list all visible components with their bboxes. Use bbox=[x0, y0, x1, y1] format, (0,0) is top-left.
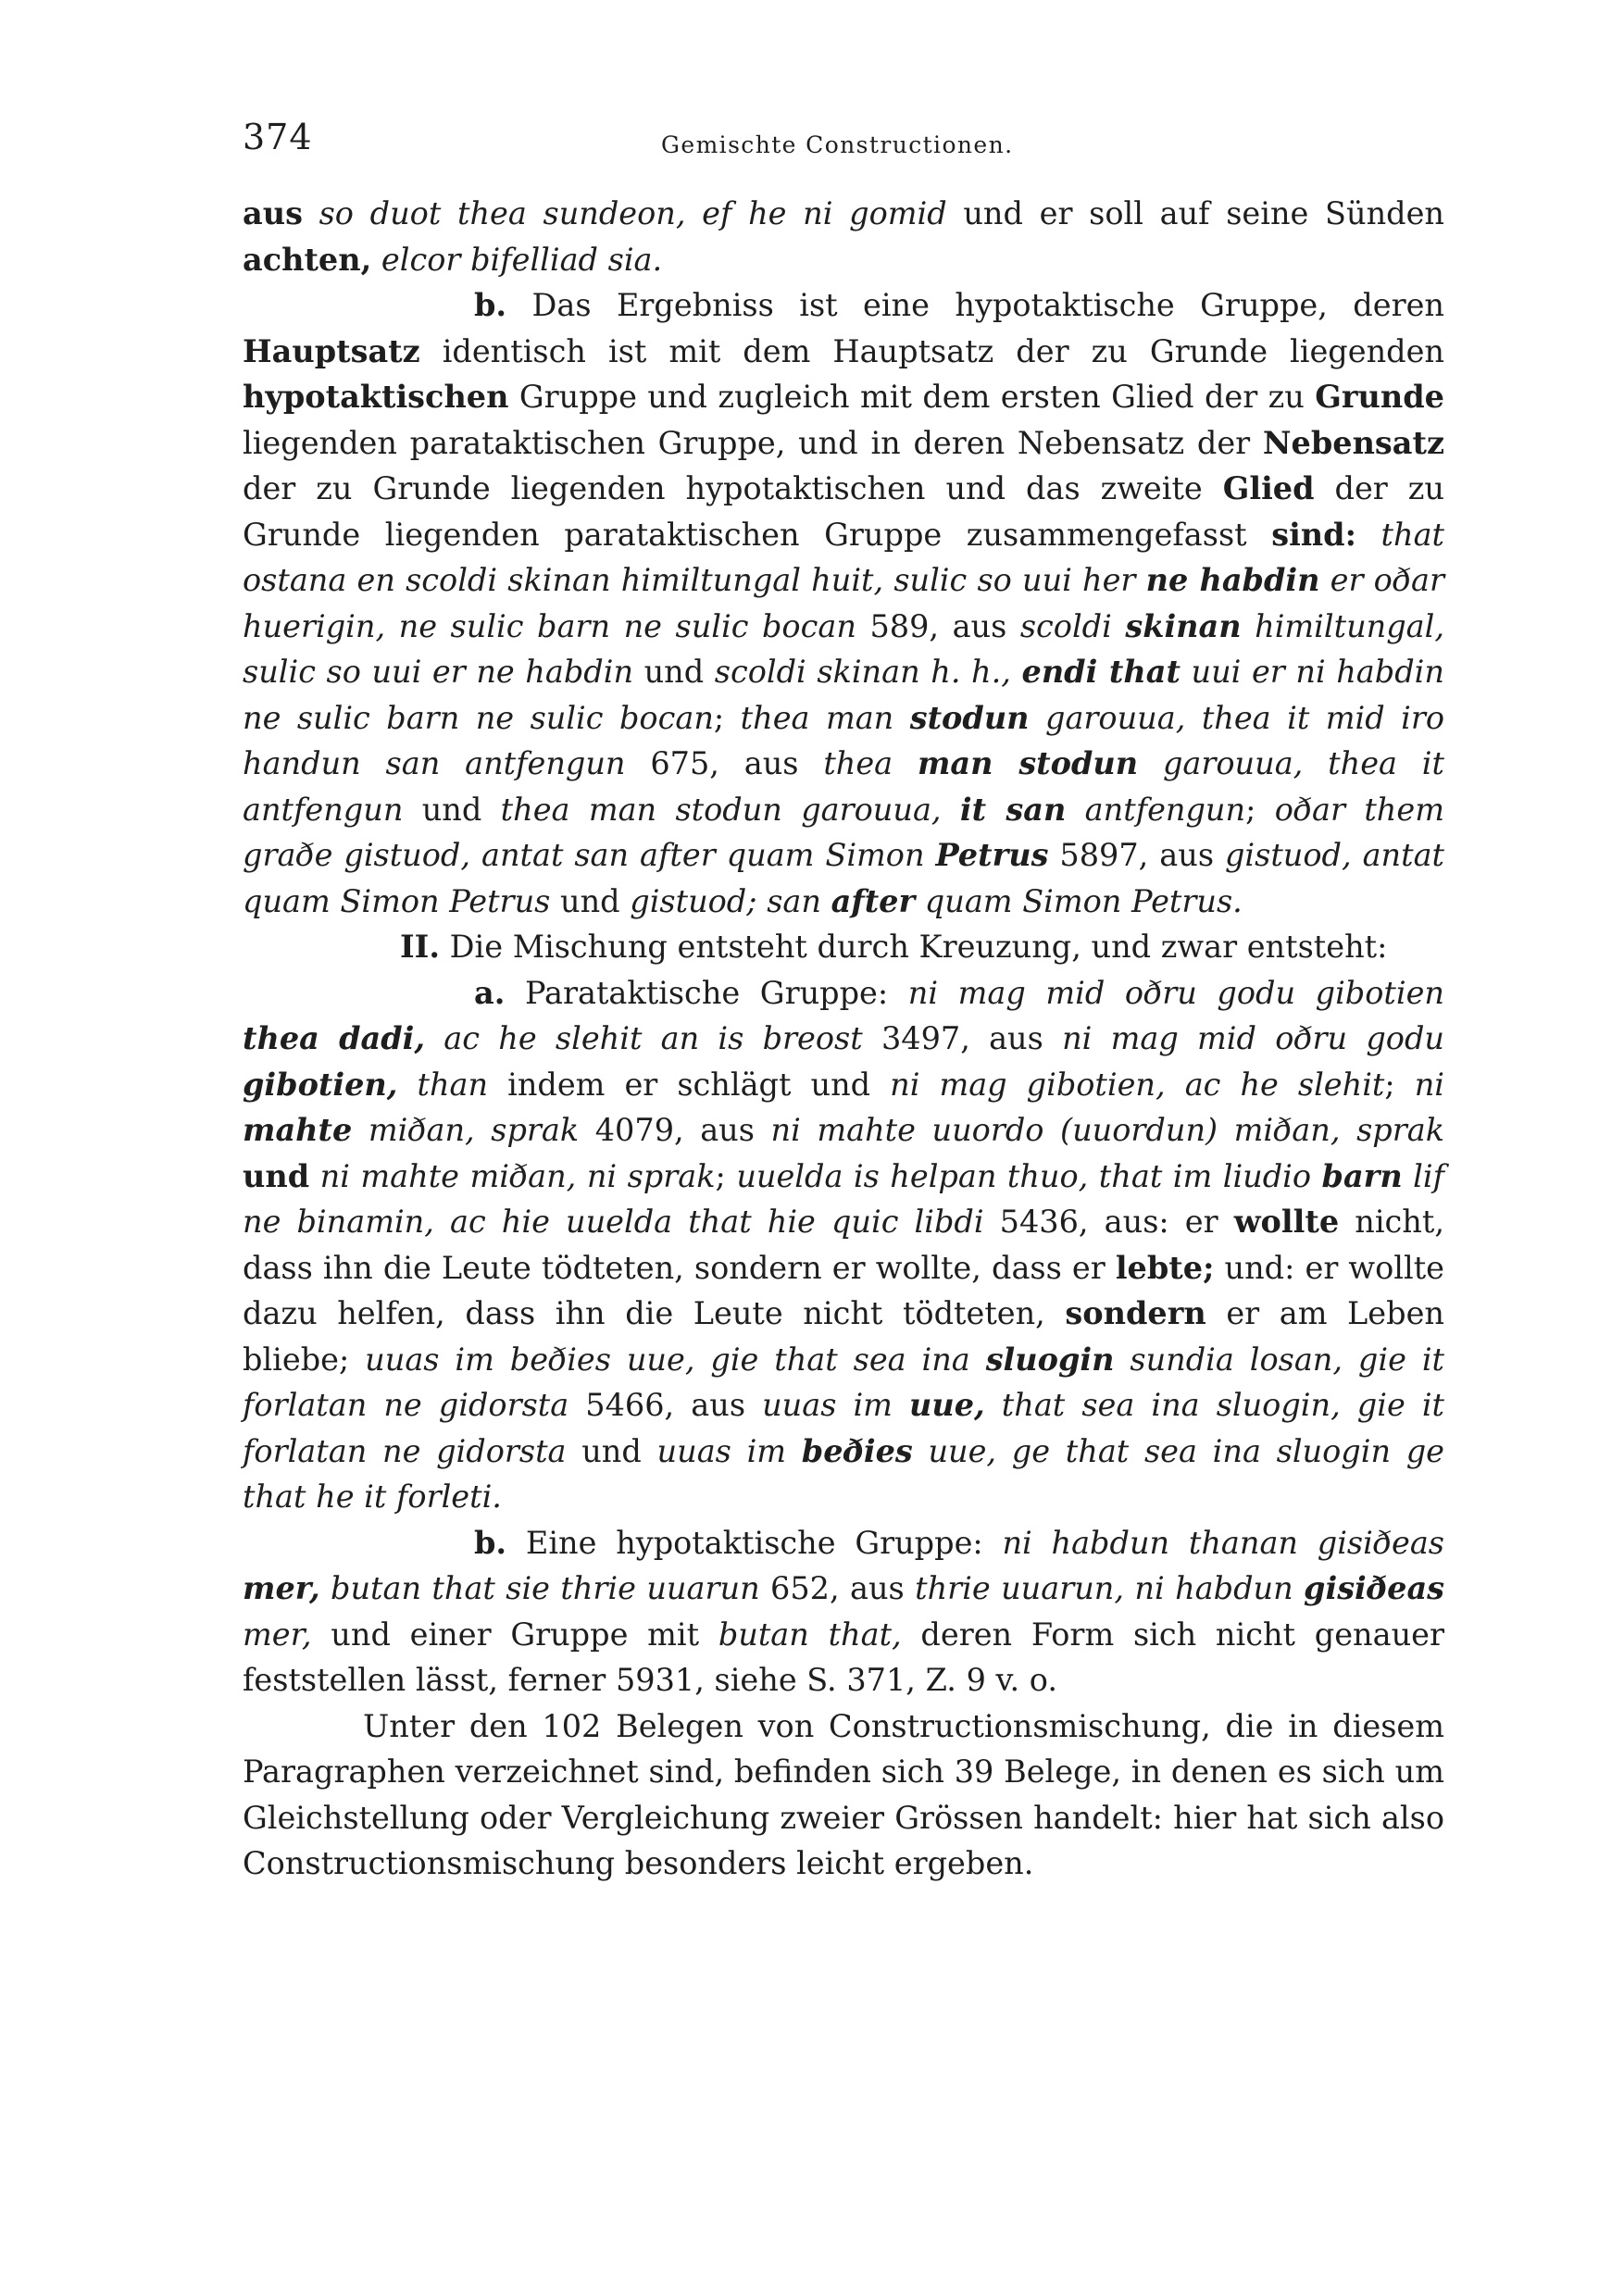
text-span: ac he slehit an is breost bbox=[425, 1020, 863, 1056]
paragraph-1 bbox=[243, 191, 1444, 282]
text-span: miðan, sprak bbox=[352, 1112, 580, 1148]
text-span: achten, bbox=[243, 241, 372, 278]
text-span: thea bbox=[823, 745, 918, 781]
text-span: 3497, aus bbox=[862, 1020, 1063, 1056]
book-page bbox=[243, 111, 1444, 1887]
text-span: ni mag mid oðru godu bbox=[1062, 1020, 1445, 1056]
paragraph-5 bbox=[243, 1520, 1444, 1703]
text-span: man stodun bbox=[917, 745, 1139, 781]
text-span: hypotaktischen bbox=[243, 379, 509, 415]
text-span: 589, aus bbox=[856, 607, 1020, 644]
text-span: butan that sie thrie uuarun bbox=[319, 1570, 760, 1606]
text-span: gistuod; bbox=[630, 882, 757, 919]
text-span: elcor bifelliad sia. bbox=[371, 241, 663, 278]
text-span: und bbox=[550, 882, 631, 919]
text-span: uuas im bbox=[762, 1387, 910, 1423]
text-span: ni mahte miðan, ni sprak bbox=[309, 1157, 716, 1194]
text-span: uui er ni habdin ne sulic barn ne sulic bocan bbox=[243, 654, 1444, 736]
text-span: so duot thea sundeon, ef he ni gomid bbox=[302, 195, 947, 231]
text-span: identisch ist mit dem Hauptsatz der zu Grunde liegenden bbox=[419, 332, 1444, 369]
text-span: ni habdun thanan gisiðeas bbox=[1002, 1524, 1444, 1561]
text-span: aus bbox=[243, 195, 303, 231]
text-span: nicht, dass ihn die Leute tödteten, sondern er wollte, dass er bbox=[243, 1204, 1444, 1286]
text-span: 4079, aus bbox=[579, 1112, 771, 1148]
text-span: gisiðeas bbox=[1304, 1570, 1445, 1606]
text-span: mahte bbox=[243, 1112, 353, 1148]
text-span: uuas im bbox=[656, 1432, 802, 1469]
text-span: uuas im beðies uue, gie that sea ina bbox=[365, 1341, 986, 1378]
text-span: thea dadi, bbox=[243, 1020, 426, 1056]
text-span: er oðar huerigin, ne sulic barn ne sulic bocan bbox=[243, 562, 1444, 644]
text-span: garouua, thea it antfengun bbox=[243, 745, 1444, 828]
text-span: deren Form sich nicht genauer feststellen lässt, ferner 5931, siehe S. 371, Z. 9 v. o. bbox=[243, 1616, 1444, 1698]
section-marker: II. bbox=[400, 929, 441, 965]
running-title: Gemischte Constructionen. bbox=[661, 131, 1014, 158]
text-span: ; bbox=[713, 699, 741, 736]
text-span: it san bbox=[959, 791, 1067, 828]
text-span: san bbox=[767, 882, 831, 919]
text-span: ; bbox=[715, 1157, 737, 1194]
text-span: der zu Grunde liegenden parataktischen Gruppe zusammengefasst bbox=[243, 470, 1444, 553]
text-span: und bbox=[566, 1432, 657, 1469]
paragraph-2 bbox=[243, 282, 1444, 924]
section-marker: b. bbox=[474, 287, 507, 323]
text-span: Petrus bbox=[935, 837, 1049, 873]
text-span: ni mag gibotien, ac he slehit bbox=[890, 1066, 1385, 1103]
text-span: liegenden parataktischen Gruppe, und in deren Nebensatz der bbox=[243, 424, 1263, 461]
text-span: sondern bbox=[1065, 1295, 1206, 1331]
text-span: indem er schlägt und bbox=[488, 1066, 891, 1103]
text-span: thea man bbox=[740, 699, 910, 736]
text-span: Nebensatz bbox=[1262, 424, 1444, 461]
text-span: und bbox=[633, 654, 715, 690]
text-span: und er soll auf seine Sünden bbox=[946, 195, 1444, 231]
text-span: 5897, aus bbox=[1048, 837, 1225, 873]
section-marker: b. bbox=[474, 1524, 507, 1561]
section-marker: a. bbox=[474, 974, 506, 1011]
text-span: ni bbox=[1414, 1066, 1444, 1103]
text-span: ; bbox=[1245, 791, 1275, 828]
text-span: und bbox=[403, 791, 501, 828]
text-span: sluogin bbox=[985, 1341, 1115, 1378]
text-span: antfengun bbox=[1066, 791, 1246, 828]
text-span: und bbox=[243, 1157, 310, 1194]
text-span: endi that bbox=[1021, 654, 1181, 690]
text-span: garouua, thea it mid iro handun san antfengun bbox=[243, 699, 1445, 781]
text-span: 5466, aus bbox=[568, 1387, 763, 1423]
text-span: quam Simon Petrus. bbox=[915, 882, 1243, 919]
text-span: Grunde bbox=[1315, 379, 1444, 415]
text-span: er am Leben bliebe; bbox=[243, 1295, 1444, 1378]
text-span: that ostana en scoldi skinan himiltungal huit, sulic so uui her bbox=[243, 516, 1444, 598]
text-span: barn bbox=[1321, 1157, 1403, 1194]
text-span: Die Mischung entsteht durch Kreuzung, und zwar entsteht: bbox=[440, 929, 1388, 965]
text-span: beðies bbox=[801, 1432, 913, 1469]
text-span: ne habdin bbox=[1145, 562, 1320, 598]
text-span: sind: bbox=[1271, 516, 1356, 553]
text-span: stodun bbox=[909, 699, 1030, 736]
text-span: that sea ina sluogin, gie it forlatan ne gidorsta bbox=[243, 1387, 1445, 1469]
paragraph-6: Unter den 102 Belegen von Constructionsmischung, die in diesem Paragraphen verzeichnet sind, befinden sich 39 Belege, in denen es sich um Gleichstellung oder Vergleichung zweier Grössen handelt: hier hat sich also Constructionsmischung besonders leicht ergeben. bbox=[243, 1707, 1444, 1881]
text-span: mer, bbox=[243, 1616, 312, 1653]
text-span: himiltungal, sulic so uui er ne habdin bbox=[243, 607, 1444, 690]
text-span: 652, aus bbox=[759, 1570, 916, 1606]
page-number: 374 bbox=[243, 117, 313, 157]
running-head bbox=[243, 111, 1444, 167]
text-span: sundia losan, gie it forlatan ne gidorsta bbox=[243, 1341, 1444, 1423]
text-span: scoldi skinan h. h., bbox=[714, 654, 1022, 690]
text-span: und: er wollte dazu helfen, dass ihn die Leute nicht tödteten, bbox=[243, 1249, 1444, 1331]
text-span: und einer Gruppe mit bbox=[311, 1616, 718, 1653]
text-span: skinan bbox=[1125, 607, 1242, 644]
paragraph-4 bbox=[243, 970, 1444, 1520]
text-span: oðar them graðe gistuod, antat san after quam Simon bbox=[243, 791, 1444, 873]
text-span: lif ne binamin, ac hie uuelda that hie quic libdi bbox=[243, 1157, 1445, 1240]
text-span: mer, bbox=[243, 1570, 320, 1606]
text-span: ni mahte uuordo (uuordun) miðan, sprak bbox=[770, 1112, 1444, 1148]
text-span: butan that, bbox=[718, 1616, 902, 1653]
text-span: wollte bbox=[1233, 1204, 1340, 1240]
text-span: ni mag mid oðru godu gibotien bbox=[907, 974, 1444, 1011]
text-span: gibotien, bbox=[243, 1066, 398, 1103]
text-span: der zu Grunde liegenden hypotaktischen und das zweite bbox=[243, 470, 1223, 506]
text-span: uue, ge that sea ina sluogin ge that he it forleti. bbox=[243, 1432, 1444, 1515]
text-span: 5436, aus: er bbox=[983, 1204, 1234, 1240]
text-span: Glied bbox=[1222, 470, 1315, 506]
text-span: 675, aus bbox=[625, 745, 824, 781]
text-span: after bbox=[831, 882, 916, 919]
text-span: thea man stodun garouua, bbox=[500, 791, 960, 828]
text-span: gistuod, antat quam Simon Petrus bbox=[243, 837, 1445, 919]
text-span: ; bbox=[1384, 1066, 1415, 1103]
text-span: scoldi bbox=[1019, 607, 1126, 644]
text-span: thrie uuarun, ni habdun bbox=[915, 1570, 1305, 1606]
text-span: Parataktische Gruppe: bbox=[505, 974, 908, 1011]
text-span: lebte; bbox=[1115, 1249, 1215, 1286]
text-span: Eine hypotaktische Gruppe: bbox=[506, 1524, 1003, 1561]
paragraph-3 bbox=[243, 924, 1444, 970]
text-span: uue, bbox=[909, 1387, 985, 1423]
text-span: Hauptsatz bbox=[243, 332, 420, 369]
text-span bbox=[757, 883, 768, 919]
text-span: Das Ergebniss ist eine hypotaktische Gruppe, deren bbox=[506, 287, 1444, 323]
body-text bbox=[243, 191, 1444, 1887]
text-span: uuelda is helpan thuo, that im liudio bbox=[736, 1157, 1322, 1194]
text-span: than bbox=[397, 1066, 489, 1103]
text-span: Gruppe und zugleich mit dem ersten Glied der zu bbox=[508, 379, 1316, 415]
